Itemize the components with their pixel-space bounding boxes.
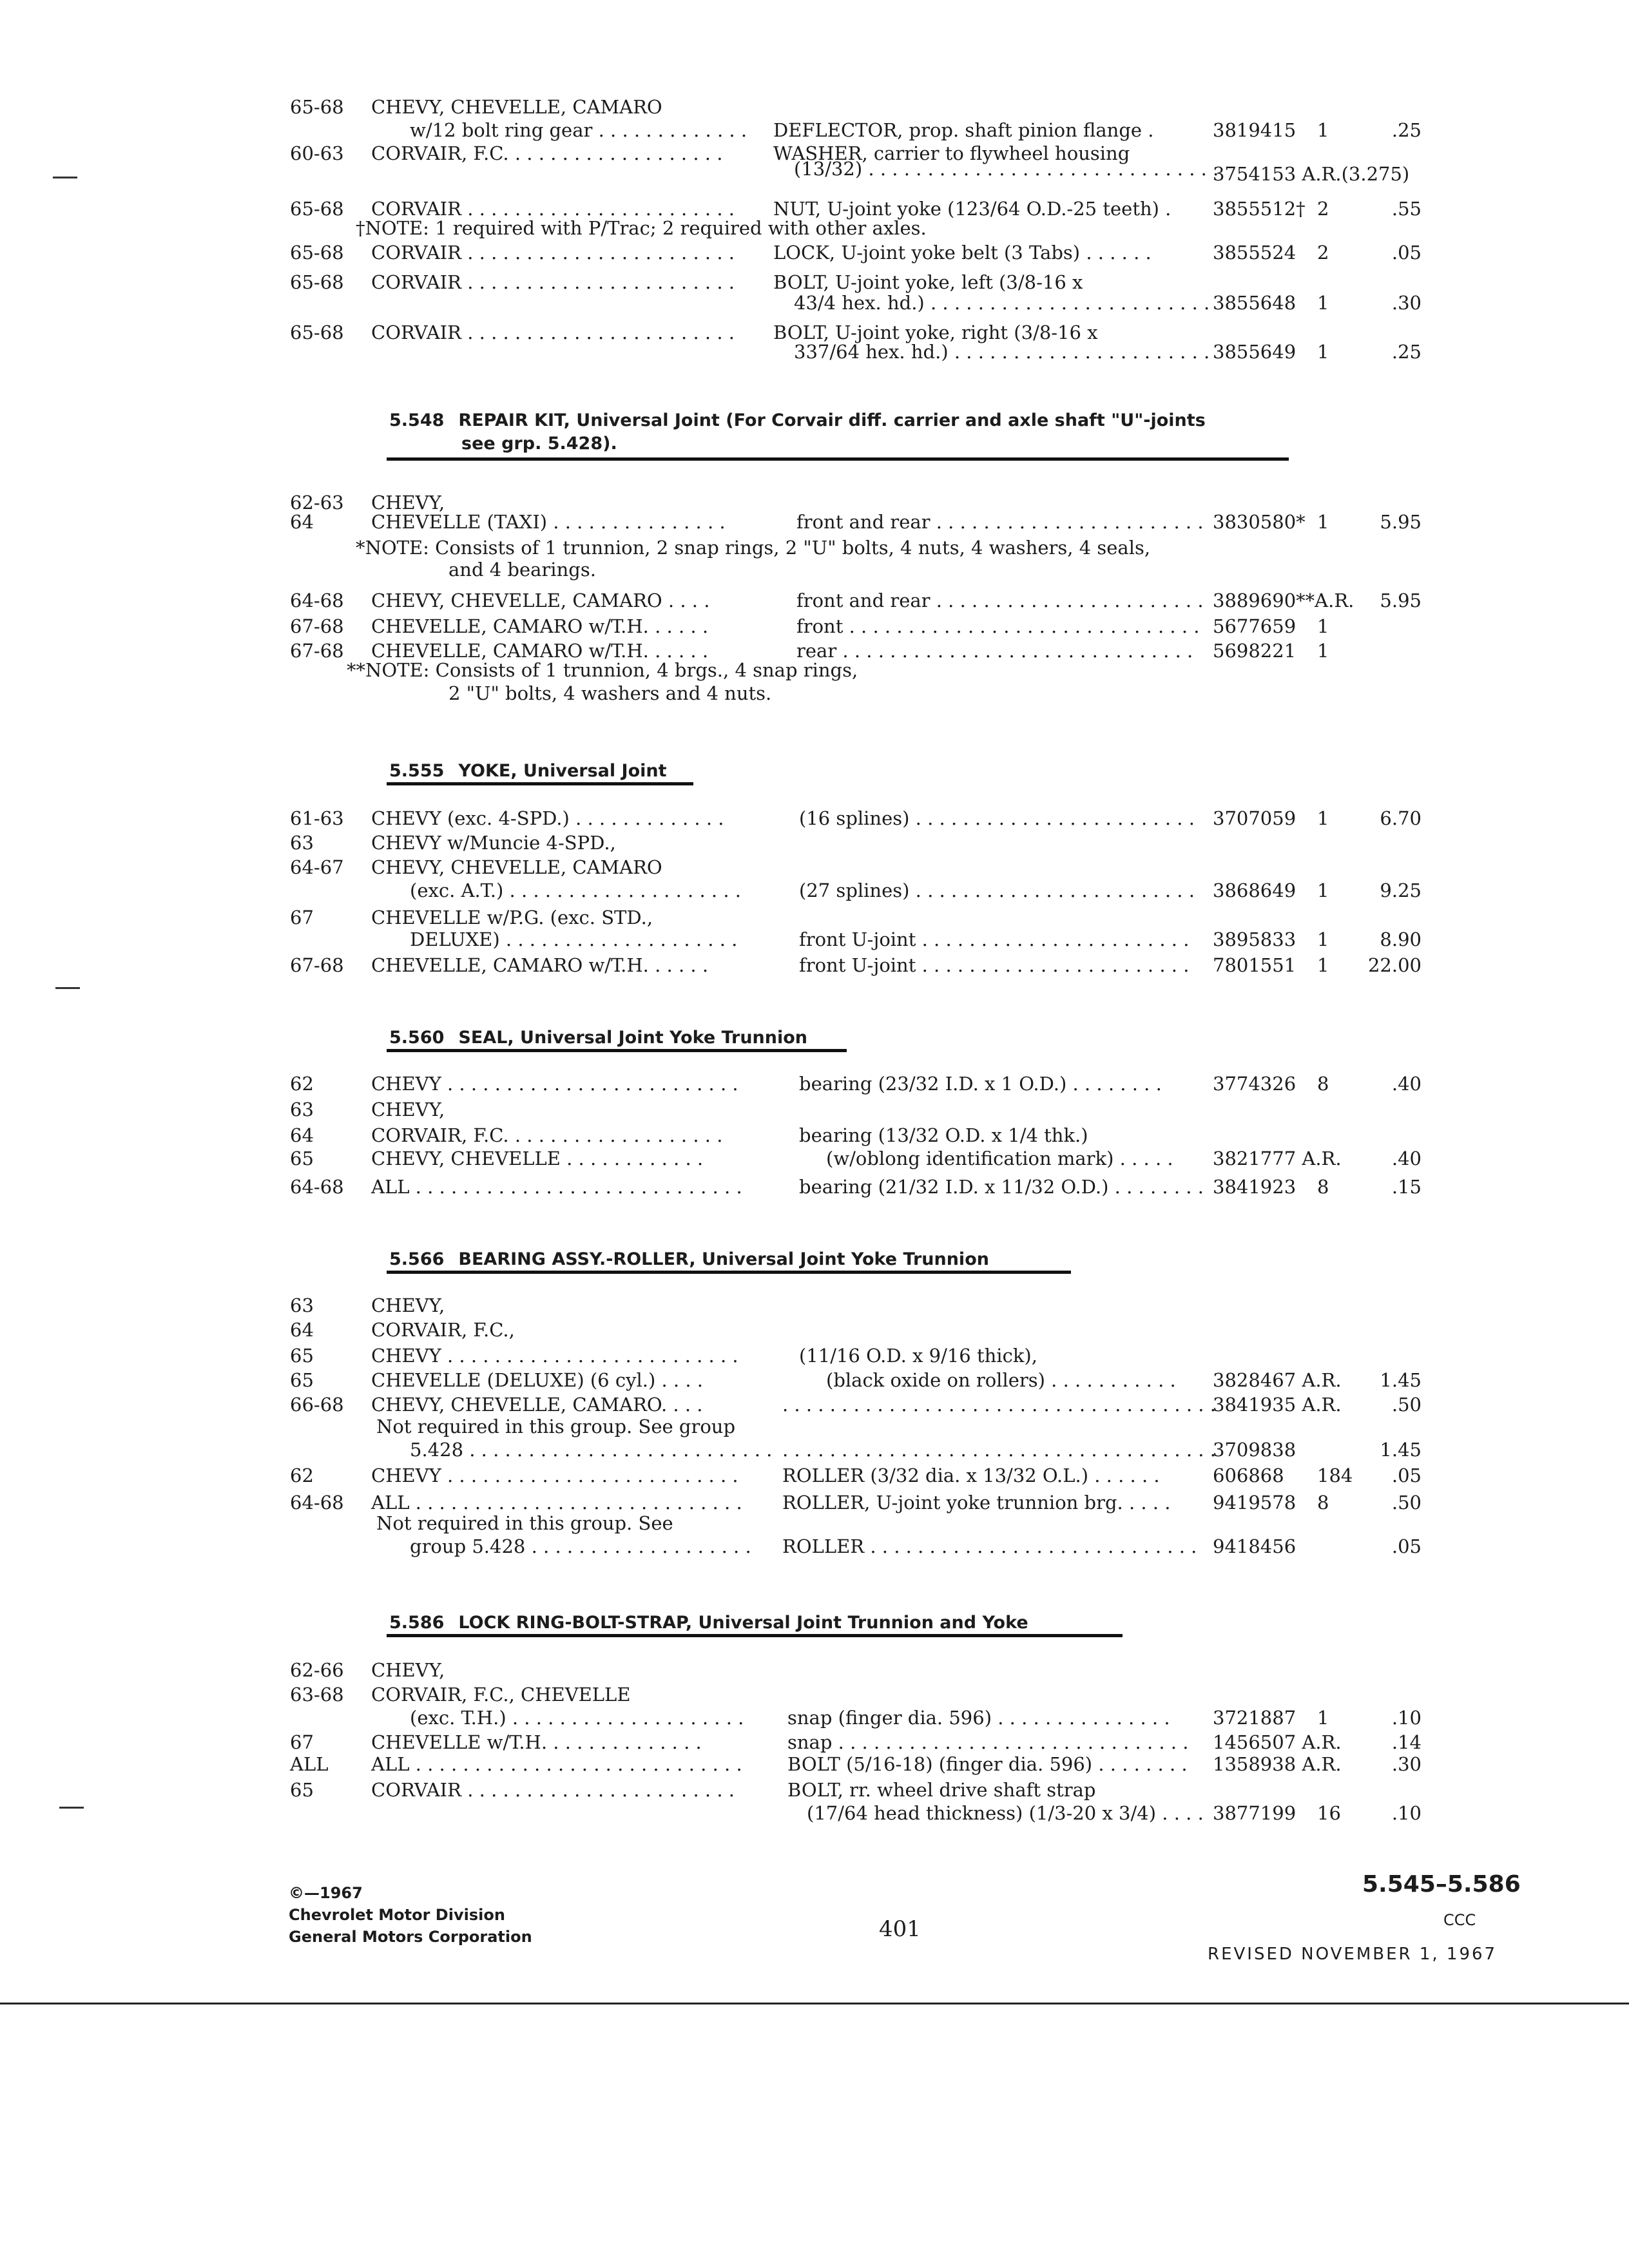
line-price: .05: [1391, 1465, 1422, 1486]
line-year: 67-68: [290, 954, 344, 976]
line-model: w/12 bolt ring gear . . . . . . . . . . . . .: [410, 119, 747, 141]
line-desc: ROLLER (3/32 dia. x 13/32 O.L.) . . . . . .: [782, 1465, 1160, 1486]
line-part: 9418456: [1213, 1535, 1296, 1557]
publisher-corporation: General Motors Corporation: [289, 1928, 532, 1946]
line-desc: front and rear . . . . . . . . . . . . . . . . . . . . . . .: [796, 511, 1204, 533]
line-model: CHEVY, CHEVELLE . . . . . . . . . . . .: [371, 1148, 704, 1169]
line-desc: 43/4 hex. hd.) . . . . . . . . . . . . . . . . . . . . . . . .: [794, 292, 1210, 314]
line-model: CHEVELLE w/T.H. . . . . . . . . . . . . .: [371, 1731, 702, 1753]
margin-mark: [53, 177, 77, 178]
line-model: CHEVY . . . . . . . . . . . . . . . . . . . . . . . . .: [371, 1073, 738, 1095]
line-model: CHEVY,: [371, 1659, 445, 1681]
group-title: YOKE, Universal Joint: [458, 761, 667, 781]
line-model: ALL . . . . . . . . . . . . . . . . . . . . . . . . . . . .: [371, 1753, 742, 1775]
line-model: CORVAIR, F.C. . . . . . . . . . . . . . . . . . .: [371, 1124, 723, 1146]
line-qty: 1: [1317, 511, 1329, 533]
line-desc: front and rear . . . . . . . . . . . . . . . . . . . . . . .: [796, 590, 1204, 611]
line-model: CHEVELLE (DELUXE) (6 cyl.) . . . .: [371, 1369, 704, 1391]
line-year: 65-68: [290, 242, 344, 264]
line-year: 60-63: [290, 142, 344, 164]
line-model: CHEVY,: [371, 492, 445, 514]
line-model: (exc. A.T.) . . . . . . . . . . . . . . . . . . . .: [410, 879, 742, 901]
group-number: 5.548: [389, 410, 445, 430]
line-price: .25: [1391, 341, 1422, 363]
line-desc: rear . . . . . . . . . . . . . . . . . . . . . . . . . . . . . .: [796, 640, 1193, 662]
line-part: 1358938 A.R.: [1213, 1753, 1342, 1775]
line-model: CHEVELLE (TAXI) . . . . . . . . . . . . . . .: [371, 511, 726, 533]
line-qty: 1: [1317, 119, 1329, 141]
line-part: 3877199: [1213, 1802, 1296, 1824]
group-number: 5.560: [389, 1028, 445, 1048]
group-number: 5.586: [389, 1613, 445, 1633]
line-model: CHEVY, CHEVELLE, CAMARO: [371, 96, 662, 118]
line-price: .15: [1391, 1176, 1422, 1198]
line-price: .05: [1391, 1535, 1422, 1557]
line-part: 3855524: [1213, 242, 1296, 264]
line-desc: front . . . . . . . . . . . . . . . . . . . . . . . . . . . . . .: [796, 615, 1200, 637]
line-price: 5.95: [1380, 590, 1422, 611]
line-price: .55: [1391, 198, 1422, 220]
group-title: LOCK RING-BOLT-STRAP, Universal Joint Trunnion and Yoke: [458, 1613, 1028, 1633]
line-model: CHEVY, CHEVELLE, CAMARO . . . .: [371, 590, 710, 611]
line-desc: LOCK, U-joint yoke belt (3 Tabs) . . . . . .: [773, 242, 1152, 264]
line-desc: bearing (21/32 I.D. x 11/32 O.D.) . . . . . . . .: [799, 1176, 1204, 1198]
line-year: 65-68: [290, 96, 344, 118]
line-price: .40: [1391, 1148, 1422, 1169]
line-price: .14: [1391, 1731, 1422, 1753]
line-price: .50: [1391, 1394, 1422, 1416]
line-part: 3889690**A.R.: [1213, 590, 1354, 611]
line-year: 62: [290, 1465, 314, 1486]
line-year: 65-68: [290, 271, 344, 293]
line-price: .10: [1391, 1707, 1422, 1729]
group-rule: [387, 1634, 1123, 1637]
page-bottom-rule: [0, 2003, 1629, 2004]
copyright: ©—1967: [289, 1884, 363, 1902]
line-model: CHEVY . . . . . . . . . . . . . . . . . . . . . . . . .: [371, 1465, 738, 1486]
line-part: 3830580*: [1213, 511, 1306, 533]
line-desc: bearing (13/32 O.D. x 1/4 thk.): [799, 1124, 1088, 1146]
group-header-5548: [389, 410, 1206, 432]
line-part: 606868: [1213, 1465, 1284, 1486]
page-number: 401: [879, 1916, 921, 1942]
line-desc: BOLT (5/16-18) (finger dia. 596) . . . . . . . .: [787, 1753, 1188, 1775]
line-part: 3828467 A.R.: [1213, 1369, 1342, 1391]
line-desc: 337/64 hex. hd.) . . . . . . . . . . . . . . . . . . . . . .: [794, 341, 1210, 363]
line-desc: ROLLER, U-joint yoke trunnion brg. . . . .: [782, 1492, 1171, 1514]
publisher-division: Chevrolet Motor Division: [289, 1906, 505, 1924]
line-model: CORVAIR . . . . . . . . . . . . . . . . . . . . . . .: [371, 1779, 735, 1801]
line-model: CORVAIR . . . . . . . . . . . . . . . . . . . . . . .: [371, 242, 735, 264]
line-year: 63-68: [290, 1684, 344, 1706]
line-year: 65-68: [290, 198, 344, 220]
line-desc: ROLLER . . . . . . . . . . . . . . . . . . . . . . . . . . . .: [782, 1535, 1197, 1557]
group-title: SEAL, Universal Joint Yoke Trunnion: [458, 1028, 808, 1048]
group-number: 5.566: [389, 1249, 445, 1269]
line-year: 65-68: [290, 322, 344, 343]
line-part: 1456507 A.R.: [1213, 1731, 1342, 1753]
line-qty: 1: [1317, 292, 1329, 314]
line-qty: 1: [1317, 615, 1329, 637]
line-price: 6.70: [1380, 807, 1422, 829]
line-part: 3855512†: [1213, 198, 1306, 220]
group-header-5548-line2: see grp. 5.428).: [461, 434, 617, 454]
line-qty: 1: [1317, 928, 1329, 950]
line-year: 63: [290, 832, 314, 854]
line-desc: front U-joint . . . . . . . . . . . . . . . . . . . . . . .: [799, 954, 1190, 976]
line-model: CHEVY (exc. 4-SPD.) . . . . . . . . . . . . .: [371, 807, 724, 829]
line-model: CORVAIR . . . . . . . . . . . . . . . . . . . . . . .: [371, 322, 735, 343]
line-year: 67: [290, 907, 314, 928]
line-desc: . . . . . . . . . . . . . . . . . . . . . . . . . . . . . . . . . . . . .: [782, 1439, 1216, 1461]
line-desc: bearing (23/32 I.D. x 1 O.D.) . . . . . . . .: [799, 1073, 1162, 1095]
line-model: CORVAIR, F.C. . . . . . . . . . . . . . . . . . .: [371, 142, 723, 164]
line-year: 64-68: [290, 1176, 344, 1198]
line-part: 3819415: [1213, 119, 1296, 141]
line-price: .40: [1391, 1073, 1422, 1095]
line-year: 67-68: [290, 640, 344, 662]
line-part: 3841923: [1213, 1176, 1296, 1198]
line-year: 64: [290, 1319, 314, 1341]
line-year: 64-68: [290, 590, 344, 611]
line-price: 1.45: [1380, 1369, 1422, 1391]
margin-mark: [59, 1807, 84, 1809]
line-model: Not required in this group. See group: [376, 1416, 736, 1437]
line-price: 9.25: [1380, 879, 1422, 901]
line-model: CHEVELLE w/P.G. (exc. STD.,: [371, 907, 653, 928]
line-model: CHEVELLE, CAMARO w/T.H. . . . . .: [371, 954, 709, 976]
line-model: ALL . . . . . . . . . . . . . . . . . . . . . . . . . . . .: [371, 1492, 742, 1514]
group-header-5560: [389, 1027, 807, 1049]
line-part: 3855649: [1213, 341, 1296, 363]
line-model: CHEVY,: [371, 1294, 445, 1316]
line-year: 62: [290, 1073, 314, 1095]
line-year: 62-66: [290, 1659, 344, 1681]
line-desc: front U-joint . . . . . . . . . . . . . . . . . . . . . . .: [799, 928, 1190, 950]
group-title: BEARING ASSY.-ROLLER, Universal Joint Yoke Trunnion: [458, 1249, 989, 1269]
group-range: 5.545–5.586: [1362, 1871, 1521, 1898]
line-desc: (13/32) . . . . . . . . . . . . . . . . . . . . . . . . . . . . . .: [794, 158, 1219, 180]
line-year: 64: [290, 511, 314, 533]
line-qty: 184: [1317, 1465, 1353, 1486]
line-part: 3774326: [1213, 1073, 1296, 1095]
line-year: 63: [290, 1294, 314, 1316]
line-model: CORVAIR . . . . . . . . . . . . . . . . . . . . . . .: [371, 271, 735, 293]
group-rule: [387, 1049, 847, 1052]
line-part: 3754153 A.R.(3.275): [1213, 163, 1410, 185]
line-price: .30: [1391, 292, 1422, 314]
group-header-5586: [389, 1612, 1028, 1634]
line-model: CORVAIR, F.C., CHEVELLE: [371, 1684, 631, 1706]
line-qty: 8: [1317, 1492, 1329, 1514]
line-model: CHEVY w/Muncie 4-SPD.,: [371, 832, 616, 854]
line-price: .50: [1391, 1492, 1422, 1514]
line-year: 62-63: [290, 492, 344, 514]
line-model: 5.428 . . . . . . . . . . . . . . . . . . . . . . . . . .: [410, 1439, 773, 1461]
line-price: .05: [1391, 242, 1422, 264]
line-desc: snap . . . . . . . . . . . . . . . . . . . . . . . . . . . . . .: [787, 1731, 1189, 1753]
group-rule: [387, 1271, 1071, 1274]
line-year: ALL: [290, 1753, 329, 1775]
line-year: 65: [290, 1345, 314, 1367]
line-model: CHEVY, CHEVELLE, CAMARO. . . .: [371, 1394, 703, 1416]
line-model: CHEVELLE, CAMARO w/T.H. . . . . .: [371, 615, 709, 637]
line-desc: (w/oblong identification mark) . . . . .: [826, 1148, 1173, 1169]
line-model: CORVAIR . . . . . . . . . . . . . . . . . . . . . . .: [371, 198, 735, 220]
line-note: *NOTE: Consists of 1 trunnion, 2 snap rings, 2 "U" bolts, 4 nuts, 4 washers, 4 seals,: [356, 537, 1151, 559]
line-part: 3868649: [1213, 879, 1296, 901]
line-part: 3841935 A.R.: [1213, 1394, 1342, 1416]
line-model: CHEVY, CHEVELLE, CAMARO: [371, 856, 662, 878]
line-desc: BOLT, rr. wheel drive shaft strap: [787, 1779, 1096, 1801]
line-model: CHEVELLE, CAMARO w/T.H. . . . . .: [371, 640, 709, 662]
line-price: 8.90: [1380, 928, 1422, 950]
line-price: .25: [1391, 119, 1422, 141]
line-part: 3707059: [1213, 807, 1296, 829]
line-note: and 4 bearings.: [448, 559, 596, 581]
line-qty: 1: [1317, 807, 1329, 829]
group-title: REPAIR KIT, Universal Joint (For Corvair diff. carrier and axle shaft "U"-joints: [458, 410, 1206, 430]
line-note: 2 "U" bolts, 4 washers and 4 nuts.: [448, 682, 772, 704]
line-part: 3721887: [1213, 1707, 1296, 1729]
line-desc: . . . . . . . . . . . . . . . . . . . . . . . . . . . . . . . . . . . . .: [782, 1394, 1216, 1416]
line-qty: 2: [1317, 198, 1329, 220]
line-price: .30: [1391, 1753, 1422, 1775]
line-model: DELUXE) . . . . . . . . . . . . . . . . . . . .: [410, 928, 738, 950]
line-desc: (16 splines) . . . . . . . . . . . . . . . . . . . . . . . .: [799, 807, 1195, 829]
line-desc: DEFLECTOR, prop. shaft pinion flange .: [773, 119, 1154, 141]
line-year: 67: [290, 1731, 314, 1753]
line-part: 3821777 A.R.: [1213, 1148, 1342, 1169]
line-model: CHEVY . . . . . . . . . . . . . . . . . . . . . . . . .: [371, 1345, 738, 1367]
line-model: Not required in this group. See: [376, 1512, 673, 1534]
line-year: 66-68: [290, 1394, 344, 1416]
line-note: **NOTE: Consists of 1 trunnion, 4 brgs., 4 snap rings,: [347, 659, 858, 681]
line-year: 63: [290, 1099, 314, 1120]
line-qty: 1: [1317, 640, 1329, 662]
line-qty: 1: [1317, 341, 1329, 363]
line-part: 5698221: [1213, 640, 1296, 662]
line-qty: 2: [1317, 242, 1329, 264]
line-part: 7801551: [1213, 954, 1296, 976]
line-price: .10: [1391, 1802, 1422, 1824]
line-desc: WASHER, carrier to flywheel housing: [773, 142, 1130, 164]
line-part: 3855648: [1213, 292, 1296, 314]
line-qty: 8: [1317, 1073, 1329, 1095]
line-part: 3895833: [1213, 928, 1296, 950]
line-desc: (11/16 O.D. x 9/16 thick),: [799, 1345, 1037, 1367]
line-year: 64: [290, 1124, 314, 1146]
line-note: †NOTE: 1 required with P/Trac; 2 required with other axles.: [356, 217, 927, 239]
line-model: group 5.428 . . . . . . . . . . . . . . . . . . .: [410, 1535, 751, 1557]
code: CCC: [1443, 1911, 1476, 1929]
group-rule: [387, 782, 693, 785]
line-price: 5.95: [1380, 511, 1422, 533]
line-year: 64-67: [290, 856, 344, 878]
line-year: 67-68: [290, 615, 344, 637]
line-year: 65: [290, 1779, 314, 1801]
line-price: 1.45: [1380, 1439, 1422, 1461]
group-rule: [387, 457, 1289, 461]
line-model: ALL . . . . . . . . . . . . . . . . . . . . . . . . . . . .: [371, 1176, 742, 1198]
line-desc: (black oxide on rollers) . . . . . . . . . . .: [826, 1369, 1176, 1391]
line-desc: (17/64 head thickness) (1/3-20 x 3/4) . . . .: [807, 1802, 1204, 1824]
group-header-5555: [389, 760, 667, 782]
line-model: CHEVY,: [371, 1099, 445, 1120]
margin-mark: [55, 987, 80, 989]
line-qty: 16: [1317, 1802, 1341, 1824]
line-desc: BOLT, U-joint yoke, left (3/8-16 x: [773, 271, 1083, 293]
line-year: 64-68: [290, 1492, 344, 1514]
line-desc: (27 splines) . . . . . . . . . . . . . . . . . . . . . . . .: [799, 879, 1195, 901]
group-header-5566: [389, 1249, 989, 1271]
line-qty: 8: [1317, 1176, 1329, 1198]
line-desc: NUT, U-joint yoke (123/64 O.D.-25 teeth) .: [773, 198, 1171, 220]
line-desc: BOLT, U-joint yoke, right (3/8-16 x: [773, 322, 1098, 343]
line-model: (exc. T.H.) . . . . . . . . . . . . . . . . . . . .: [410, 1707, 744, 1729]
line-desc: snap (finger dia. 596) . . . . . . . . . . . . . . .: [787, 1707, 1170, 1729]
line-year: 65: [290, 1148, 314, 1169]
line-qty: 1: [1317, 954, 1329, 976]
line-part: 3709838: [1213, 1439, 1296, 1461]
revised-date: REVISED NOVEMBER 1, 1967: [1208, 1945, 1498, 1964]
line-part: 5677659: [1213, 615, 1296, 637]
line-price: 22.00: [1367, 954, 1422, 976]
line-model: CORVAIR, F.C.,: [371, 1319, 515, 1341]
line-year: 61-63: [290, 807, 344, 829]
line-qty: 1: [1317, 1707, 1329, 1729]
line-year: 65: [290, 1369, 314, 1391]
line-part: 9419578: [1213, 1492, 1296, 1514]
line-qty: 1: [1317, 879, 1329, 901]
group-number: 5.555: [389, 761, 445, 781]
